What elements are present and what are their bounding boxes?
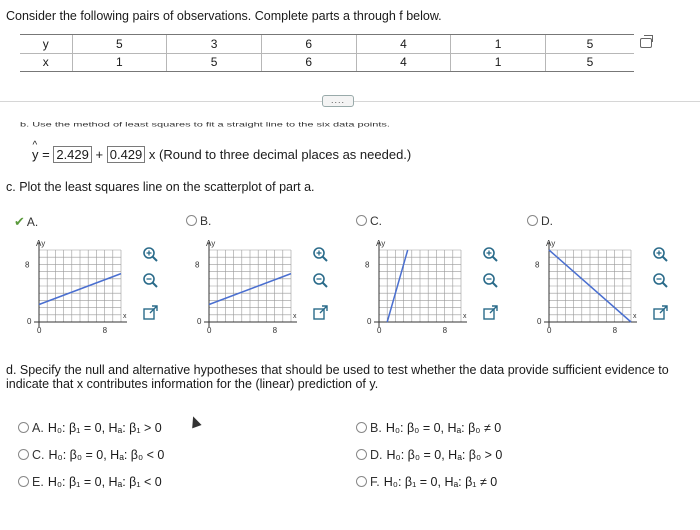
x-origin-label: 0 xyxy=(207,326,212,335)
table-bottom-border xyxy=(20,71,634,72)
table-cell: 6 xyxy=(261,53,356,71)
intercept-answer[interactable]: 2.429 xyxy=(53,146,92,163)
table-cell: 3 xyxy=(167,35,262,53)
x-tick-label: 8 xyxy=(442,326,448,335)
part-d-text: d. Specify the null and alternative hypotheses that should be used to test whether the data provide sufficient evidence to indicate that x contributes information for the (linear) prediction of y. xyxy=(6,363,669,391)
table-cell: 1 xyxy=(451,53,546,71)
choice-label-text: B. xyxy=(200,214,212,228)
table-row-x xyxy=(20,53,634,71)
origin-tick-label: 0 xyxy=(537,317,542,326)
y-axis-label: Ay xyxy=(206,239,216,248)
radio-button[interactable] xyxy=(356,476,367,487)
x-axis-label: x xyxy=(463,313,467,320)
zoom-in-icon[interactable] xyxy=(652,246,669,263)
x-origin-label: 0 xyxy=(377,326,382,335)
graph-choice-b[interactable] xyxy=(186,214,211,228)
y-tick-label: 8 xyxy=(535,260,540,270)
table-cell: 5 xyxy=(167,53,262,71)
table-cell: 5 xyxy=(586,55,594,70)
hypothesis-option-b[interactable] xyxy=(356,421,501,435)
zoom-in-icon[interactable] xyxy=(312,246,329,263)
table-cell: 4 xyxy=(356,53,451,71)
hypothesis-option-d[interactable] xyxy=(356,448,502,462)
table-cell: 1 xyxy=(451,35,546,53)
choice-label-text: C. xyxy=(370,214,382,228)
x-axis-label: x xyxy=(123,313,127,320)
y-hat-symbol: ^ y xyxy=(32,147,39,162)
expand-icon[interactable] xyxy=(142,305,159,322)
x-tick-label: 8 xyxy=(272,326,278,335)
radio-button[interactable] xyxy=(18,476,29,487)
plus-sign: + xyxy=(95,147,104,162)
zoom-in-icon[interactable] xyxy=(482,246,499,263)
expand-icon[interactable] xyxy=(652,305,669,322)
y-axis-label: Ay xyxy=(376,239,386,248)
table-cell: 1 xyxy=(72,53,167,71)
option-label: A. xyxy=(32,421,44,435)
graph-choice-c[interactable] xyxy=(356,214,382,228)
x-axis-label: x xyxy=(293,313,297,320)
observations-table xyxy=(20,35,634,71)
problem-prompt: Consider the following pairs of observations. Complete parts a through f below. xyxy=(6,9,442,23)
scatterplot-option-a xyxy=(22,234,132,344)
graph-choice-a[interactable] xyxy=(14,214,38,230)
table-cell: 4 xyxy=(356,35,451,53)
radio-button[interactable] xyxy=(18,422,29,433)
expand-icon[interactable] xyxy=(482,305,499,322)
table-cell: 5 xyxy=(545,35,634,53)
part-b-text: b. Use the method of least squares to fit a straight line to the six data points. xyxy=(20,121,390,128)
graph-choice-d[interactable] xyxy=(527,214,553,228)
option-text: H₀: β₁ = 0, Hₐ: β₁ < 0 xyxy=(47,475,162,489)
hypothesis-option-c[interactable] xyxy=(18,448,164,462)
row-label-x: x xyxy=(20,53,72,71)
scatterplot-option-d xyxy=(532,234,642,344)
choice-label-text: D. xyxy=(541,214,553,228)
hypothesis-option-a[interactable] xyxy=(18,421,162,435)
x-origin-label: 0 xyxy=(37,326,42,335)
x-variable: x xyxy=(148,147,156,162)
zoom-out-icon[interactable] xyxy=(142,272,159,289)
radio-button[interactable] xyxy=(356,422,367,433)
expand-more-button[interactable]: .... xyxy=(322,95,354,107)
option-text: H₀: β₀ = 0, Hₐ: β₀ < 0 xyxy=(48,448,165,462)
radio-button[interactable] xyxy=(527,215,538,226)
y-tick-label: 8 xyxy=(365,260,370,270)
scatterplot-option-b xyxy=(192,234,302,344)
regression-equation xyxy=(32,147,411,162)
x-origin-label: 0 xyxy=(547,326,552,335)
y-tick-label: 8 xyxy=(195,260,200,270)
y-axis-label: Ay xyxy=(36,239,46,248)
slope-answer[interactable]: 0.429 xyxy=(107,146,146,163)
y-tick-label: 8 xyxy=(25,260,30,270)
part-c-text: c. Plot the least squares line on the scatterplot of part a. xyxy=(6,180,315,194)
scatterplot-option-c xyxy=(362,234,472,344)
option-text: H₀: β₀ = 0, Hₐ: β₀ ≠ 0 xyxy=(385,421,502,435)
table-cell: 5 xyxy=(72,35,167,53)
hypothesis-option-f[interactable] xyxy=(356,475,497,489)
rounding-note: (Round to three decimal places as needed.) xyxy=(159,147,412,162)
option-label: E. xyxy=(32,475,44,489)
table-row-y xyxy=(20,35,634,53)
choice-label-text: A. xyxy=(26,215,39,229)
origin-tick-label: 0 xyxy=(197,317,202,326)
x-axis-label: x xyxy=(633,313,637,320)
zoom-out-icon[interactable] xyxy=(312,272,329,289)
zoom-in-icon[interactable] xyxy=(142,246,159,263)
x-tick-label: 8 xyxy=(102,326,108,335)
radio-button[interactable] xyxy=(356,215,367,226)
copy-data-icon[interactable] xyxy=(640,38,652,48)
radio-button[interactable] xyxy=(356,449,367,460)
y-axis-label: Ay xyxy=(546,239,556,248)
option-label: C. xyxy=(32,448,45,462)
origin-tick-label: 0 xyxy=(367,317,372,326)
hypothesis-option-e[interactable] xyxy=(18,475,162,489)
equals-sign: = xyxy=(42,147,50,162)
checkmark-icon: ✔ xyxy=(14,214,25,229)
row-label-y: y xyxy=(20,35,72,53)
radio-button[interactable] xyxy=(186,215,197,226)
option-text: H₀: β₀ = 0, Hₐ: β₀ > 0 xyxy=(386,448,503,462)
option-label: B. xyxy=(370,421,382,435)
option-text: H₀: β₁ = 0, Hₐ: β₁ ≠ 0 xyxy=(383,475,498,489)
table-cell: 6 xyxy=(261,35,356,53)
mouse-cursor-icon xyxy=(188,415,201,429)
expand-icon[interactable] xyxy=(312,305,329,322)
option-text: H₀: β₁ = 0, Hₐ: β₁ > 0 xyxy=(47,421,162,435)
origin-tick-label: 0 xyxy=(27,317,32,326)
zoom-out-icon[interactable] xyxy=(482,272,499,289)
x-tick-label: 8 xyxy=(612,326,618,335)
option-label: D. xyxy=(370,448,383,462)
radio-button[interactable] xyxy=(18,449,29,460)
option-label: F. xyxy=(370,475,380,489)
zoom-out-icon[interactable] xyxy=(652,272,669,289)
